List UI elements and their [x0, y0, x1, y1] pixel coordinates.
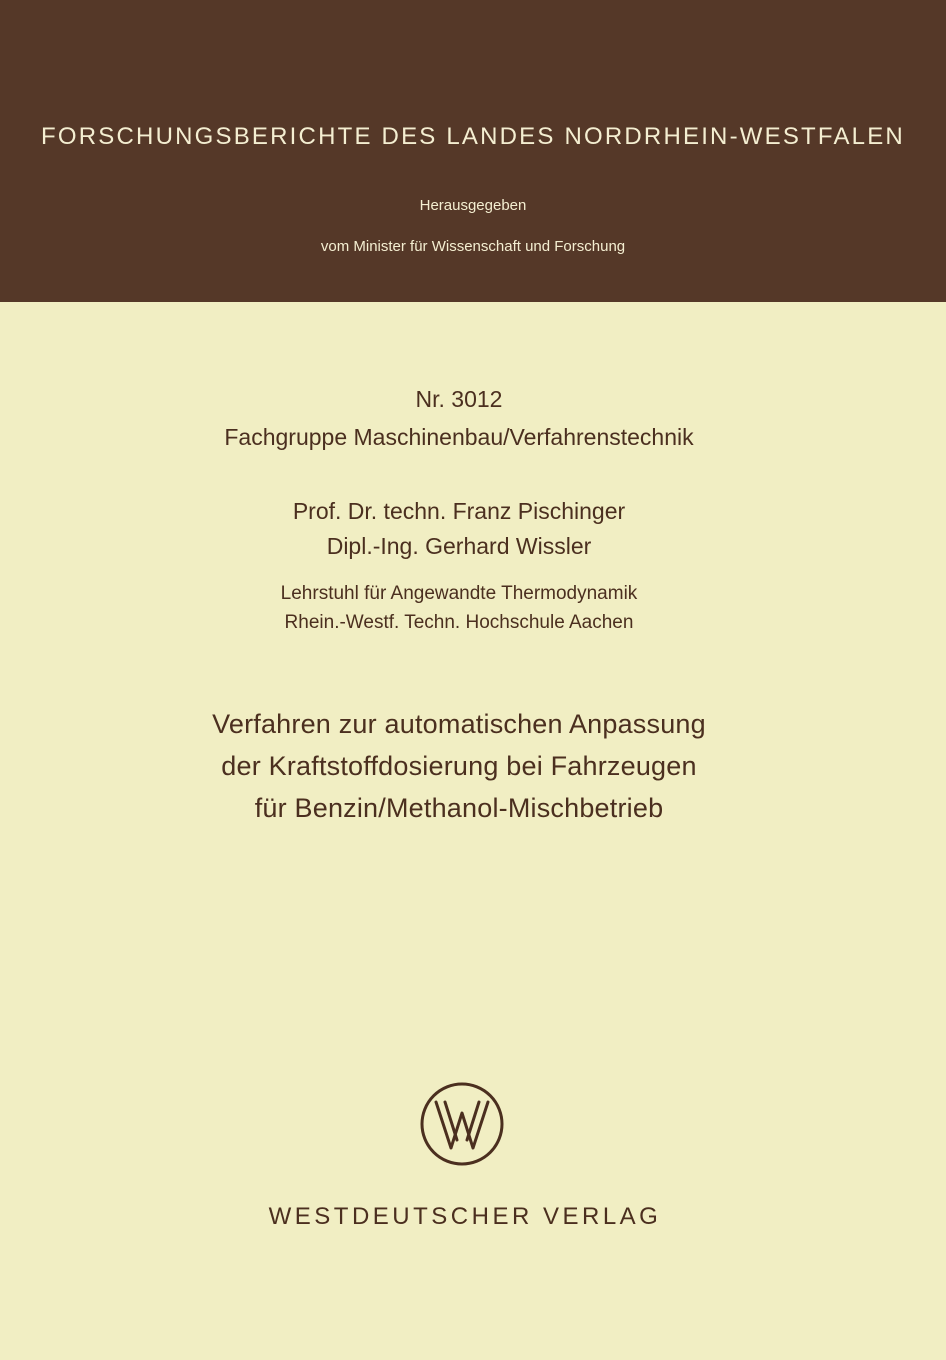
book-title-line: Verfahren zur automatischen Anpassung [212, 709, 706, 739]
author-name: Dipl.-Ing. Gerhard Wissler [326, 533, 592, 559]
subject-group: Fachgruppe Maschinenbau/Verfahrenstechnik [224, 424, 694, 450]
report-number: Nr. 3012 [415, 386, 503, 412]
publisher-name: WESTDEUTSCHER VERLAG [268, 1203, 662, 1230]
editor-label: Herausgegeben [419, 197, 527, 214]
editor-name: vom Minister für Wissenschaft und Forschung [320, 238, 626, 255]
series-title: FORSCHUNGSBERICHTE DES LANDES NORDRHEIN-WESTFALEN [41, 123, 905, 150]
book-title-line: der Kraftstoffdosierung bei Fahrzeugen [221, 751, 697, 781]
publisher-logo-icon [420, 1082, 504, 1166]
author-name: Prof. Dr. techn. Franz Pischinger [292, 498, 626, 524]
book-title-line: für Benzin/Methanol-Mischbetrieb [254, 793, 664, 823]
affiliation-line: Lehrstuhl für Angewandte Thermodynamik [280, 583, 638, 604]
affiliation-line: Rhein.-Westf. Techn. Hochschule Aachen [284, 612, 634, 633]
header-band [0, 0, 946, 302]
